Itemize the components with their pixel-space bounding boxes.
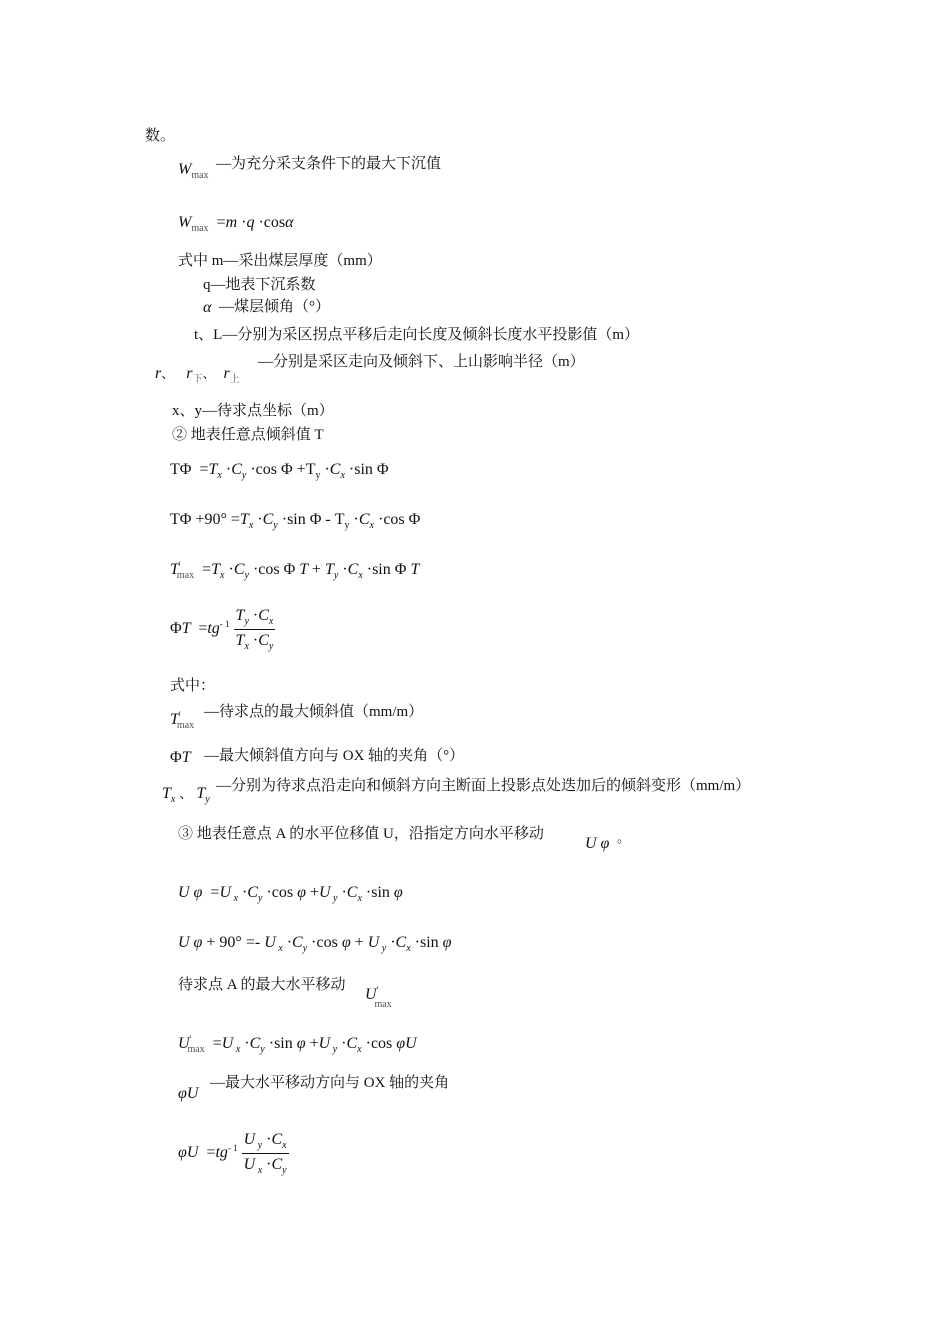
formula-t-phi-90: $T\Phi +90^\circ =T_x \cdot C_y \cdot\sin$ $\Phi - T_y \cdot C_x \cdot\cos$ Φ: [170, 511, 421, 531]
text-line: 。: [617, 830, 631, 845]
formula-umax: $U'_{max} =U$ $_x \cdot C_y \cdot\sin$ φ +U $_y \cdot C_x \cdot\cos$ φU: [178, 1034, 417, 1055]
math-umax-prime: $U'_{max}$: [365, 985, 392, 1010]
math-phi-u: φU: [178, 1085, 199, 1102]
text-line: t、L—分别为采区拐点平移后走向长度及倾斜长度水平投影值（m）: [194, 327, 640, 343]
math-alpha: α: [203, 299, 212, 316]
text-line: 式中 m—采出煤层厚度（mm）: [178, 253, 382, 269]
text-line: 式中：: [170, 678, 216, 694]
text-line: 待求点 A 的最大水平移动: [178, 977, 346, 993]
math-phi-t: ΦT: [170, 749, 191, 766]
text-line: ③ 地表任意点 A 的水平位移值 U，沿指定方向水平移动: [178, 826, 544, 842]
text-line: —待求点的最大倾斜值（mm/m）: [204, 704, 424, 720]
text-line: —为充分采支条件下的最大下沉值: [216, 156, 442, 172]
formula-wmax: $W_{max} =m \cdot q \cdot\cos\alpha$: [178, 214, 294, 234]
text-line: q—地表下沉系数: [203, 277, 316, 293]
formula-t-phi: $T\Phi =T_x \cdot C_y \cdot\cos$ $\Phi +T_y \cdot C_x \cdot\sin$ Φ: [170, 461, 389, 481]
math-wmax: $W_{max}$: [178, 161, 209, 181]
formula-u-phi-90: U φ + 90° =- U $_x \cdot C_y \cdot\cos$ φ + U $_y \cdot C_x \cdot\sin$ φ: [178, 934, 452, 954]
text-line: x、y—待求点坐标（m）: [172, 403, 334, 419]
formula-tmax: $T'_{max} =T_x \cdot C_y \cdot\cos$ Φ $T + T_y \cdot C_x \cdot\sin$ Φ T: [170, 560, 420, 581]
formula-phi-t: $\Phi T =tg^{- 1}$ $\frac{T_y \cdot C_x}{T_x \cdot C_y}$: [170, 607, 274, 652]
text-line: —煤层倾角（°）: [219, 299, 330, 315]
text-line: —分别为待求点沿走向和倾斜方向主断面上投影点处迭加后的倾斜变形（mm/m）: [216, 778, 751, 794]
text-line: —分别是采区走向及倾斜下、上山影响半径（m）: [258, 354, 585, 370]
math-tmax-prime: $T'_{max}$: [170, 710, 195, 731]
text-line: 数。: [145, 128, 176, 144]
math-r-radii: r、 $r_下$、 $r_上$: [155, 365, 240, 385]
formula-u-phi: U φ =U $_x \cdot C_y \cdot\cos$ φ +U $_y \cdot C_x \cdot\sin$ φ: [178, 884, 403, 904]
text-line: —最大倾斜值方向与 OX 轴的夹角（°）: [204, 748, 465, 764]
formula-phi-u: $\varphi U =tg^{- 1}$ $\frac{U _y \cdot C_x}{U _x \cdot C_y}$: [178, 1131, 287, 1176]
math-u-phi: U φ: [585, 835, 610, 852]
text-line: —最大水平移动方向与 OX 轴的夹角: [210, 1075, 450, 1091]
text-line: ② 地表任意点倾斜值 T: [172, 427, 324, 443]
math-tx-ty: $T_x$ 、 $T_y$: [162, 785, 210, 805]
